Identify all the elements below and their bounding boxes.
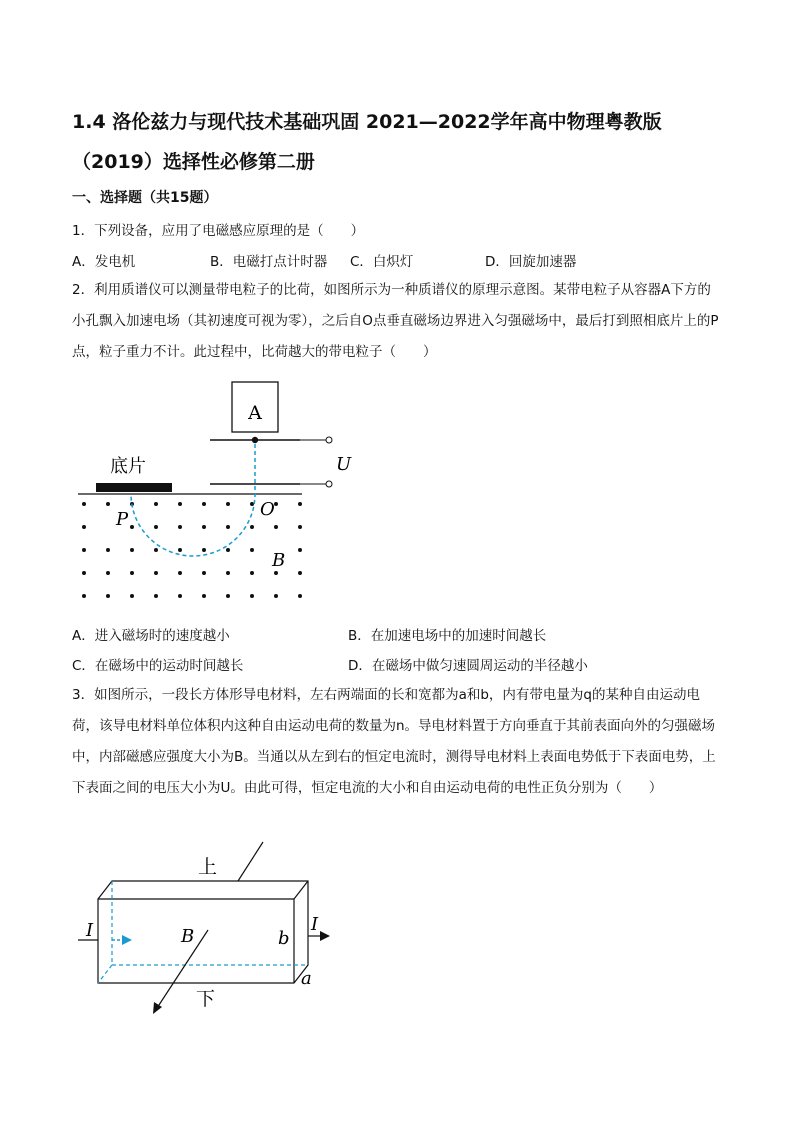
field-dot	[154, 502, 158, 506]
field-dot	[202, 571, 206, 575]
terminal-upper	[326, 437, 332, 443]
field-dot	[226, 571, 230, 575]
field-dot	[202, 594, 206, 598]
q2-option-a[interactable]: A．进入磁场时的速度越小	[72, 628, 230, 644]
q1-option-c[interactable]: C．白炽灯	[350, 254, 414, 270]
field-dot	[226, 502, 230, 506]
field-dot	[250, 594, 254, 598]
field-dot	[178, 548, 182, 552]
current-out-arrowhead	[320, 931, 330, 941]
photo-film	[96, 483, 172, 492]
voltage-label: U	[336, 454, 352, 475]
particle-source	[252, 437, 258, 443]
field-dot	[226, 548, 230, 552]
field-dot	[202, 502, 206, 506]
field-dot	[298, 548, 302, 552]
field-dot	[154, 548, 158, 552]
field-dot	[178, 571, 182, 575]
field-dot	[298, 594, 302, 598]
field-dot	[106, 548, 110, 552]
field-dot	[130, 525, 134, 529]
q2-option-d[interactable]: D．在磁场中做匀速圆周运动的半径越小	[348, 658, 588, 674]
film-label: 底片	[110, 456, 146, 477]
point-p-label: P	[116, 509, 129, 530]
dimension-a-label: a	[301, 968, 312, 989]
field-arrowhead	[153, 1002, 162, 1014]
block-outline	[98, 881, 308, 983]
question-2-stem: 2．利用质谱仪可以测量带电粒子的比荷，如图所示为一种质谱仪的原理示意图。某带电粒子从容器A下方的小孔飘入加速电场（其初速度可视为零），之后自O点垂直磁场边界进入匀强磁场中，最后打到照相底片上的P点，粒子重力不计。此过程中，比荷越大的带电粒子（ ）	[72, 282, 719, 360]
field-dot	[82, 525, 86, 529]
field-dot	[106, 594, 110, 598]
field-dot	[250, 502, 254, 506]
field-dot	[202, 548, 206, 552]
current-in-arrowhead	[122, 935, 132, 945]
field-dot	[82, 502, 86, 506]
field-dot	[82, 548, 86, 552]
field-dot	[274, 525, 278, 529]
field-dot	[226, 594, 230, 598]
question-3-stem: 3．如图所示，一段长方体形导电材料，左右两端面的长和宽都为a和b，内有带电量为q的某种自由运动电荷，该导电材料单位体积内这种自由运动电荷的数量为n。导电材料置于方向垂直于其前表面向外的匀强磁场中，内部磁感应强度大小为B。当通以从左到右的恒定电流时，测得导电材料上表面电势低于下表面电势，上下表面之间的电压大小为U。由此可得，恒定电流的大小和自由运动电荷的电性正负分别为（ ）	[72, 687, 716, 796]
page-title: 1.4 洛伦兹力与现代技术基础巩固 2021—2022学年高中物理粤教版（2019）选择性必修第二册	[72, 111, 662, 173]
field-dot	[154, 525, 158, 529]
point-o-label: O	[260, 499, 275, 520]
hidden-edges	[98, 881, 308, 983]
q1-option-d[interactable]: D．回旋加速器	[485, 254, 577, 270]
particle-trajectory	[131, 444, 255, 556]
dimension-b-label: b	[278, 928, 290, 949]
field-b-label: B	[181, 926, 195, 947]
field-dot	[106, 502, 110, 506]
field-dot	[154, 571, 158, 575]
field-dot	[130, 571, 134, 575]
terminal-lower	[326, 481, 332, 487]
q2-option-b[interactable]: B．在加速电场中的加速时间越长	[348, 628, 547, 644]
field-dot	[202, 525, 206, 529]
field-dot	[178, 525, 182, 529]
field-dot	[178, 594, 182, 598]
mass-spectrometer-figure	[70, 375, 360, 610]
field-dot	[82, 571, 86, 575]
q2-option-c[interactable]: C．在磁场中的运动时间越长	[72, 658, 244, 674]
field-dot	[130, 548, 134, 552]
section-heading: 一、选择题（共15题）	[72, 190, 218, 206]
field-dot	[298, 525, 302, 529]
field-dot	[274, 594, 278, 598]
container-label: A	[248, 402, 262, 424]
field-dot	[250, 571, 254, 575]
field-dot	[250, 525, 254, 529]
q1-option-a[interactable]: A．发电机	[72, 254, 136, 270]
field-dot	[298, 502, 302, 506]
top-face-label: 上	[198, 856, 218, 878]
field-dot	[274, 571, 278, 575]
current-in-label: I	[86, 920, 94, 941]
current-out-label: I	[311, 914, 319, 935]
question-1-stem: 1．下列设备，应用了电磁感应原理的是（ ）	[72, 223, 365, 239]
field-dot	[298, 571, 302, 575]
field-dot	[82, 594, 86, 598]
field-dot	[226, 525, 230, 529]
field-dot	[250, 548, 254, 552]
conductor-block-figure	[70, 835, 340, 1020]
field-dot	[106, 571, 110, 575]
field-b-label: B	[272, 550, 286, 571]
field-line-upper	[238, 842, 263, 881]
q1-option-b[interactable]: B．电磁打点计时器	[210, 254, 328, 270]
field-dot	[130, 594, 134, 598]
field-dot	[178, 502, 182, 506]
bottom-face-label: 下	[196, 988, 216, 1010]
field-dot	[154, 594, 158, 598]
